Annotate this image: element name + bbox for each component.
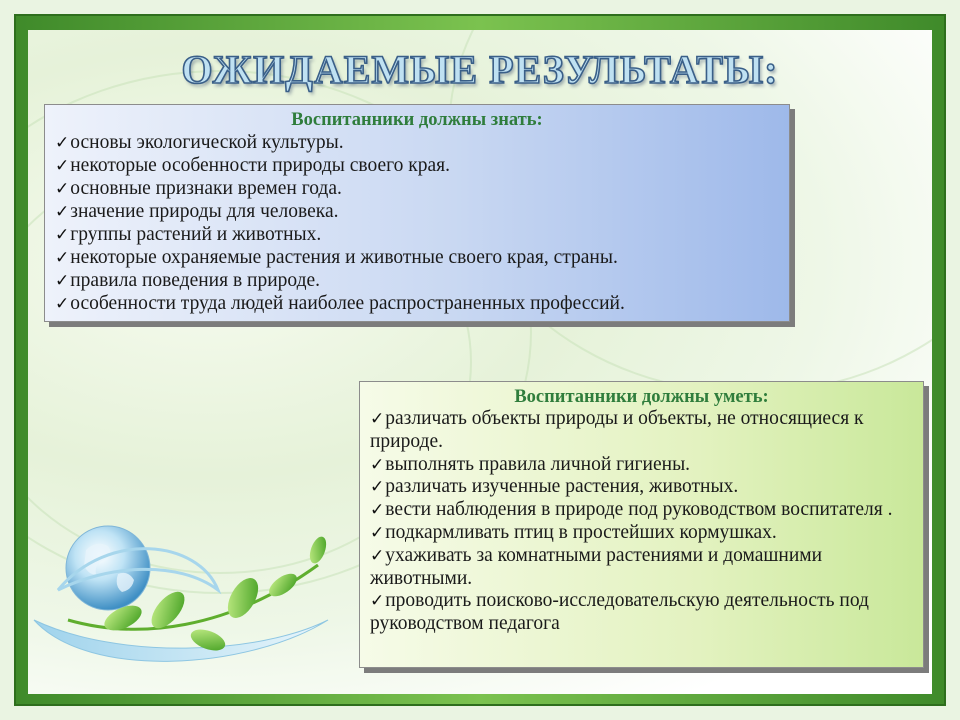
check-icon: ✓ [55,271,70,290]
globe-icon [66,526,150,610]
list-item: ✓некоторые охраняемые растения и животные своего края, страны. [55,247,618,268]
check-icon: ✓ [55,156,70,175]
list-item: ✓некоторые особенности природы своего края. [55,155,450,176]
list-item: ✓правила поведения в природе. [55,270,321,291]
check-icon: ✓ [55,225,70,244]
check-icon: ✓ [370,522,385,542]
check-icon: ✓ [55,248,70,267]
list-item: ✓вести наблюдения в природе под руководством воспитателя . [370,499,893,521]
globe-leaves-illustration [28,470,358,694]
skills-box [359,381,924,668]
list-item: ✓выполнять правила личной гигиены. [370,453,691,475]
check-icon: ✓ [55,179,70,198]
leaf-icon [222,573,265,623]
skills-heading: Воспитанники должны уметь: [514,387,769,407]
list-item: ✓различать изученные растения, животных. [370,476,739,498]
list-item: ✓особенности труда людей наиболее распространенных профессий. [55,293,625,314]
check-icon: ✓ [370,409,385,428]
list-item: ✓подкармливать птиц в простейших кормушках. [370,521,777,543]
check-icon: ✓ [370,477,385,497]
page-title: ОЖИДАЕМЫЕ РЕЗУЛЬТАТЫ: [181,47,779,92]
list-item: ✓группы растений и животных. [55,224,322,245]
knowledge-heading: Воспитанники должны знать: [291,110,543,130]
leaf-icon [307,534,330,565]
list-item: ✓основные признаки времен года. [55,178,342,199]
list-item: ✓проводить поисково-исследовательскую деятельность под руководством педагога [370,590,869,635]
list-item: ✓различать объекты природы и объекты, не относящиеся к природе. [370,408,864,452]
check-icon: ✓ [370,545,385,565]
knowledge-list [45,131,789,315]
list-item: ✓основы экологической культуры. [55,132,344,153]
check-icon: ✓ [55,133,70,152]
slide-canvas [28,30,932,694]
skills-list [360,408,923,636]
check-icon: ✓ [370,591,385,611]
check-icon: ✓ [370,454,385,474]
check-icon: ✓ [55,294,70,313]
check-icon: ✓ [370,500,385,520]
list-item: ✓ухаживать за комнатными растениями и домашними животными. [370,544,823,589]
list-item: ✓значение природы для человека. [55,201,339,222]
check-icon: ✓ [55,202,70,221]
knowledge-box [44,104,790,322]
